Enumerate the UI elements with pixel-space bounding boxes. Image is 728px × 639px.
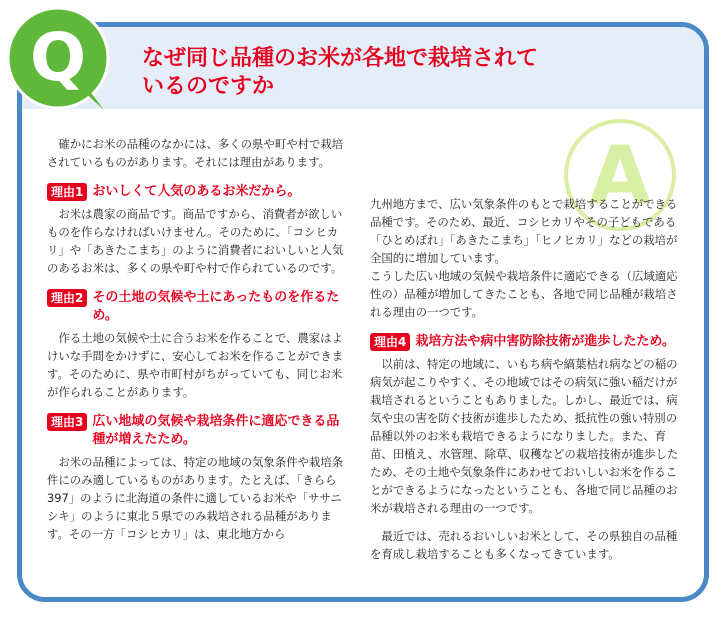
q-badge-icon — [4, 4, 116, 116]
reason-1-header — [47, 183, 352, 201]
title-line-1: なぜ同じ品種のお米が各地で栽培されて — [142, 46, 539, 71]
closing-text: 最近では、売れるおいしいお米として、その県独自の品種を育成し栽培することも多くなってきています。 — [370, 529, 678, 561]
reason-3-summary: こうした広い地域の気候や栽培条件に適応できる（広域適応性の）品種が増加してきたことも、各地で同じ品種が栽培される理由の一つです。 — [370, 269, 678, 319]
reason-3-heading: 広い地域の気候や栽培条件に適応できる品種が増えたため。 — [92, 414, 340, 447]
reason-4-heading: 栽培方法や病中害防除技術が進歩したため。 — [415, 334, 675, 349]
page-title — [142, 45, 702, 101]
reason-3-header — [47, 413, 352, 449]
title-line-2: いるのですか — [142, 74, 275, 99]
reason-3-body: お米の品種によっては、特定の地域の気象条件や栽培条件にのみ適しているものがあります。たとえば、「きらら397」のように北海道の条件に適しているお米や「ササニシキ」のように東北５県でのみ栽培される品種があります。その一方「コシヒカリ」は、東北地方から — [47, 455, 344, 541]
a-letter: A — [589, 129, 651, 222]
reason-2-tag: 理由2 — [47, 289, 87, 307]
reason-2-body: 作る土地の気候や土に合うお米を作ることで、農家はよけいな手間をかけずに、安心してお米を作ることができます。そのために、県や市町村がちがっていても、同じお米が作られることがあります。 — [47, 331, 344, 399]
reason-4-body: 以前は、特定の地域に、いもち病や縞葉枯れ病などの稲の病気が起こりやすく、その地域ではその病気に強い稲だけが栽培されるということもありました。しかし、最近では、病気や虫の害を防ぐ技術が進歩したため、抵抗性の強い特別の品種以外のお米も栽培できるようになりました。また、育苗、田植え、水管理、除草、収穫などの栽培技術が進歩したため、その土地や気象条件にあわせておいしいお米を作ることができるようになったということも、各地で同じ品種のお米が栽培される理由の一つです。 — [370, 357, 679, 515]
reason-1-heading: おいしくて人気のあるお米だから。 — [92, 184, 301, 199]
reason-1-tag: 理由1 — [47, 183, 87, 201]
reason-2-heading: その土地の気候や土にあったものを作るため。 — [92, 290, 340, 323]
reason-4-tag: 理由4 — [370, 333, 410, 351]
reason-3-tag: 理由3 — [47, 413, 87, 431]
left-column — [47, 135, 352, 543]
reason-2-header — [47, 289, 352, 325]
reason-4-header — [370, 333, 688, 351]
intro-text: 確かにお米の品種のなかには、多くの県や町や村で栽培されているものがあります。それには理由があります。 — [47, 137, 344, 169]
right-column — [370, 195, 688, 563]
reason-1-body: お米は農家の商品です。商品ですから、消費者が欲しいものを作らなければいけません。そのために、「コシヒカリ」や「あきたこまち」のように消費者においしいと人気のあるお米は、多くの県や町や村で作られているのです。 — [47, 207, 344, 275]
reason-3-continuation: 九州地方まで、広い気象条件のもとで栽培することができる品種です。そのため、最近、コシヒカリやその子どもである「ひとめぼれ」「あきたこまち」「ヒノヒカリ」などの栽培が全国的に増加しています。 — [370, 197, 678, 265]
q-letter: Q — [29, 19, 87, 96]
